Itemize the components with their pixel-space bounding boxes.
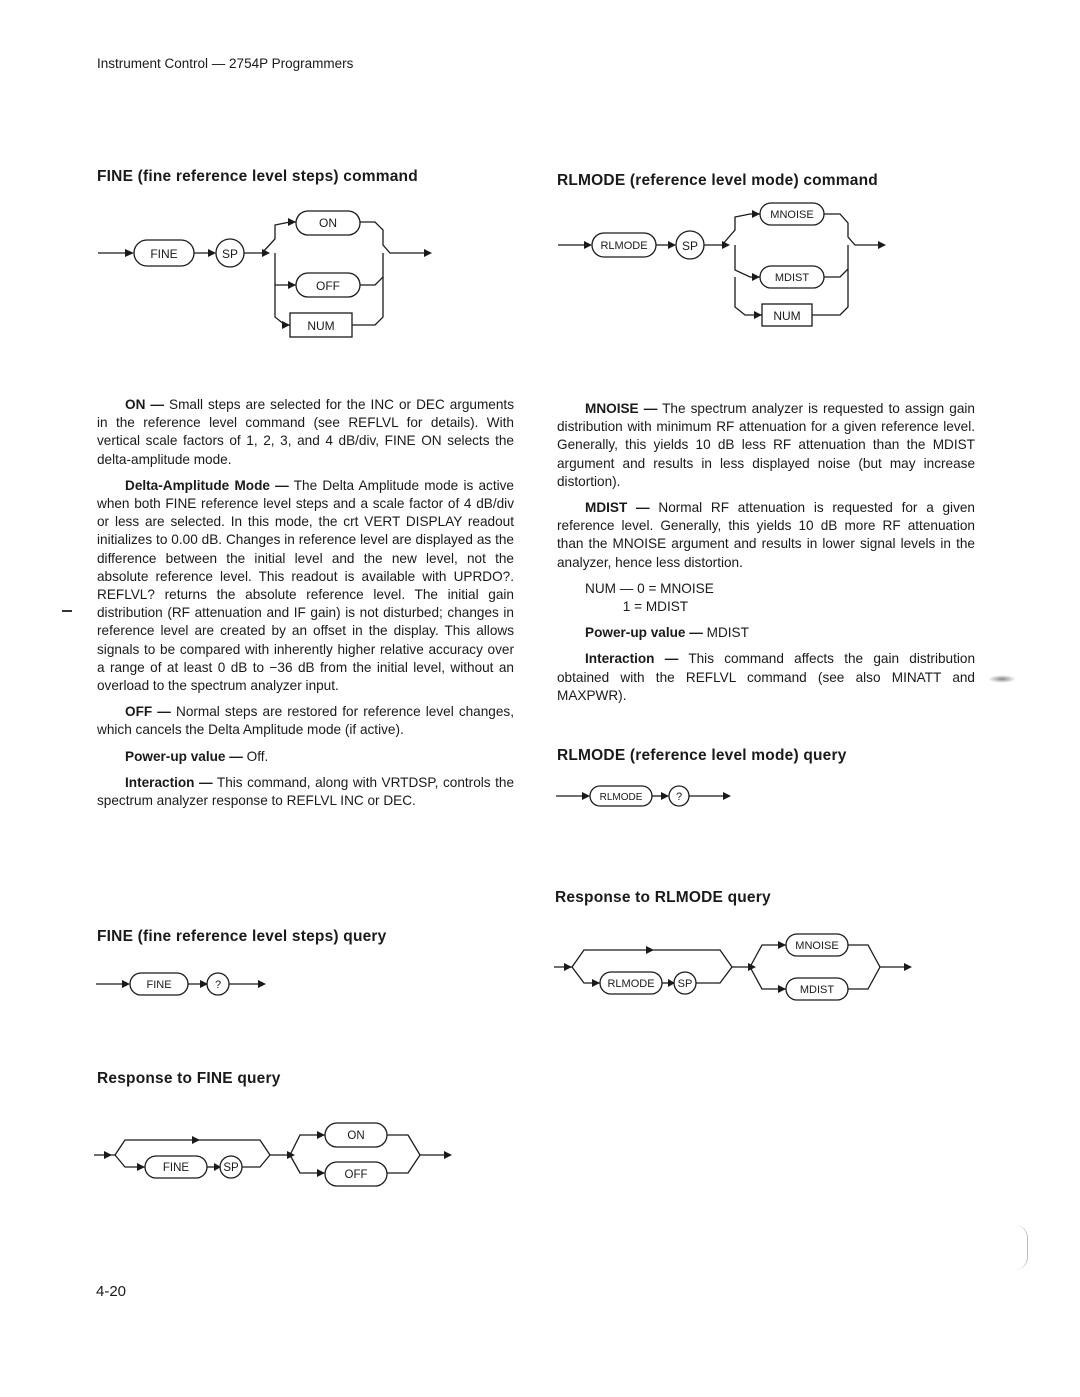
paragraph-text: The spectrum analyzer is requested to assign gain distribution with minimum RF attenuation for a given reference level. Generally, this yields 10 dB less RF attenuation than the MDIST argument and results in less displayed noise (but may increase distortion). [557, 401, 975, 489]
paragraph-text: Normal steps are restored for reference level changes, which cancels the Delta Amplitude mode (if active). [97, 704, 514, 738]
paragraph-mnoise [557, 400, 975, 491]
numeric-label: NUM [307, 319, 335, 333]
keyword-label: FINE [162, 1162, 190, 1174]
query-label: ? [214, 979, 222, 991]
option-label: MNOISE [795, 940, 839, 952]
arrow-icon [192, 1136, 200, 1144]
option-label: ON [319, 216, 337, 230]
keyword-label: FINE [146, 979, 172, 991]
option-label: MDIST [774, 272, 810, 284]
option-label: ON [347, 1130, 365, 1142]
paragraph-power-up [97, 748, 514, 766]
fine-response-syntax-diagram [90, 1105, 470, 1195]
fine-command-syntax-diagram [90, 195, 450, 355]
paragraph-text: The Delta Amplitude mode is active when both FINE reference level steps and a scale factor of 4 dB/div or less are selected. In this mode, the crt VERT DISPLAY readout initializes to 0.00 dB. Changes in reference level are displayed as the difference between the initial level and the new level, not the absolute reference level. This readout is available with UPRDO?. REFLVL? returns the absolute reference level. The initial gain distribution (RF attenuation and IF gain) is not disturbed; changes in reference level are created by an offset in the display. This allows signals to be compared with inherently higher relative accuracy over a range of at least 0 dB to −36 dB from the initial level, without an overload to the spectrum analyzer input. [97, 477, 514, 694]
term: MNOISE — [585, 401, 658, 416]
arrow-icon [646, 946, 654, 954]
arrow-icon [104, 1151, 112, 1159]
keyword-label: RLMODE [599, 792, 643, 803]
arrow-icon [723, 792, 731, 800]
term: Delta-Amplitude Mode — [125, 477, 289, 493]
paragraph-delta-amplitude [97, 477, 514, 695]
rlmode-query-syntax-diagram [550, 780, 750, 814]
arrow-icon [661, 792, 669, 800]
arrow-icon [258, 980, 266, 988]
arrow-icon [137, 1163, 145, 1171]
rlmode-response-syntax-diagram [550, 925, 930, 1010]
margin-mark [62, 610, 72, 612]
scan-smudge [988, 675, 1016, 683]
numeric-label: NUM [773, 309, 801, 323]
separator-label: SP [221, 247, 239, 261]
fine-command-heading: FINE (fine reference level steps) command [97, 168, 418, 185]
arrow-icon [317, 1169, 325, 1177]
running-head: Instrument Control — 2754P Programmers [97, 56, 354, 71]
num-mapping-line: NUM — 0 = MNOISE [585, 580, 714, 596]
arrow-icon [878, 241, 886, 249]
paragraph-text: This command affects the gain distribution obtained with the REFLVL command (see also MINATT and MAXPWR). [557, 651, 976, 703]
arrow-icon [668, 241, 676, 249]
paragraph-text: Off. [242, 748, 269, 764]
paragraph-text: MDIST [702, 625, 749, 641]
term: MDIST — [585, 500, 650, 516]
term: Power-up value — [125, 748, 243, 764]
arrow-icon [752, 210, 760, 218]
paragraph-text: Normal RF attenuation is requested for a given reference level. Generally, this yields 10 dB more RF attenuation than the MNOISE argument and results in lower signal levels in the analyzer, hence less distortion. [557, 500, 975, 570]
arrow-icon [424, 249, 432, 257]
term: ON — [125, 397, 164, 412]
rlmode-command-description [557, 400, 975, 713]
fine-query-heading: FINE (fine reference level steps) query [97, 928, 387, 945]
option-label: OFF [316, 279, 340, 293]
arrow-icon [208, 249, 216, 257]
rlmode-command-heading: RLMODE (reference level mode) command [557, 172, 878, 189]
paragraph-mdist [557, 499, 975, 572]
arrow-icon [752, 273, 760, 281]
separator-label: SP [677, 978, 693, 990]
page-number: 4-20 [96, 1283, 127, 1300]
paragraph-on [97, 396, 514, 469]
keyword-label: RLMODE [600, 240, 648, 252]
fine-response-heading: Response to FINE query [97, 1070, 281, 1087]
arrow-icon [778, 985, 786, 993]
paragraph-power-up [557, 624, 975, 642]
term: Interaction — [125, 774, 213, 790]
arrow-icon [582, 792, 590, 800]
arrow-icon [592, 979, 600, 987]
term: Power-up value — [585, 625, 703, 641]
paragraph-off [97, 703, 514, 739]
option-label: MNOISE [770, 209, 814, 221]
arrow-icon [122, 980, 130, 988]
separator-label: SP [223, 1162, 239, 1174]
paragraph-text: This command, along with VRTDSP, controls the spectrum analyzer response to REFLVL INC or DEC. [97, 774, 514, 809]
rlmode-command-syntax-diagram [550, 195, 910, 335]
fine-command-description [97, 396, 514, 818]
paragraph-interaction [557, 650, 975, 705]
arrow-icon [584, 241, 592, 249]
arrow-icon [904, 963, 912, 971]
rlmode-response-heading: Response to RLMODE query [555, 889, 771, 906]
scan-mark [1015, 1225, 1028, 1270]
arrow-icon [125, 249, 134, 257]
arrow-icon [282, 321, 290, 329]
term: Interaction — [585, 651, 679, 667]
arrow-icon [288, 218, 296, 226]
fine-query-syntax-diagram [90, 965, 290, 1005]
paragraph-text: Small steps are selected for the INC or DEC arguments in the reference level command (see REFLVL for details). With vertical scale factors of 1, 2, 3, and 4 dB/div, FINE ON selects the delta-amplitude mode. [97, 397, 515, 467]
arrow-icon [778, 941, 786, 949]
arrow-icon [754, 311, 762, 319]
keyword-label: RLMODE [607, 978, 655, 990]
arrow-icon [722, 241, 730, 249]
arrow-icon [317, 1131, 325, 1139]
rlmode-query-heading: RLMODE (reference level mode) query [557, 747, 847, 764]
separator-label: SP [681, 239, 699, 253]
num-mapping-line: 1 = MDIST [585, 599, 689, 615]
option-label: MDIST [799, 984, 835, 996]
keyword-label: FINE [150, 247, 178, 261]
query-label: ? [675, 791, 683, 803]
arrow-icon [564, 963, 572, 971]
option-label: OFF [344, 1169, 368, 1181]
arrow-icon [288, 281, 296, 289]
arrow-icon [262, 249, 270, 257]
arrow-icon [444, 1151, 452, 1159]
paragraph-interaction [97, 774, 514, 810]
term: OFF — [125, 704, 171, 720]
